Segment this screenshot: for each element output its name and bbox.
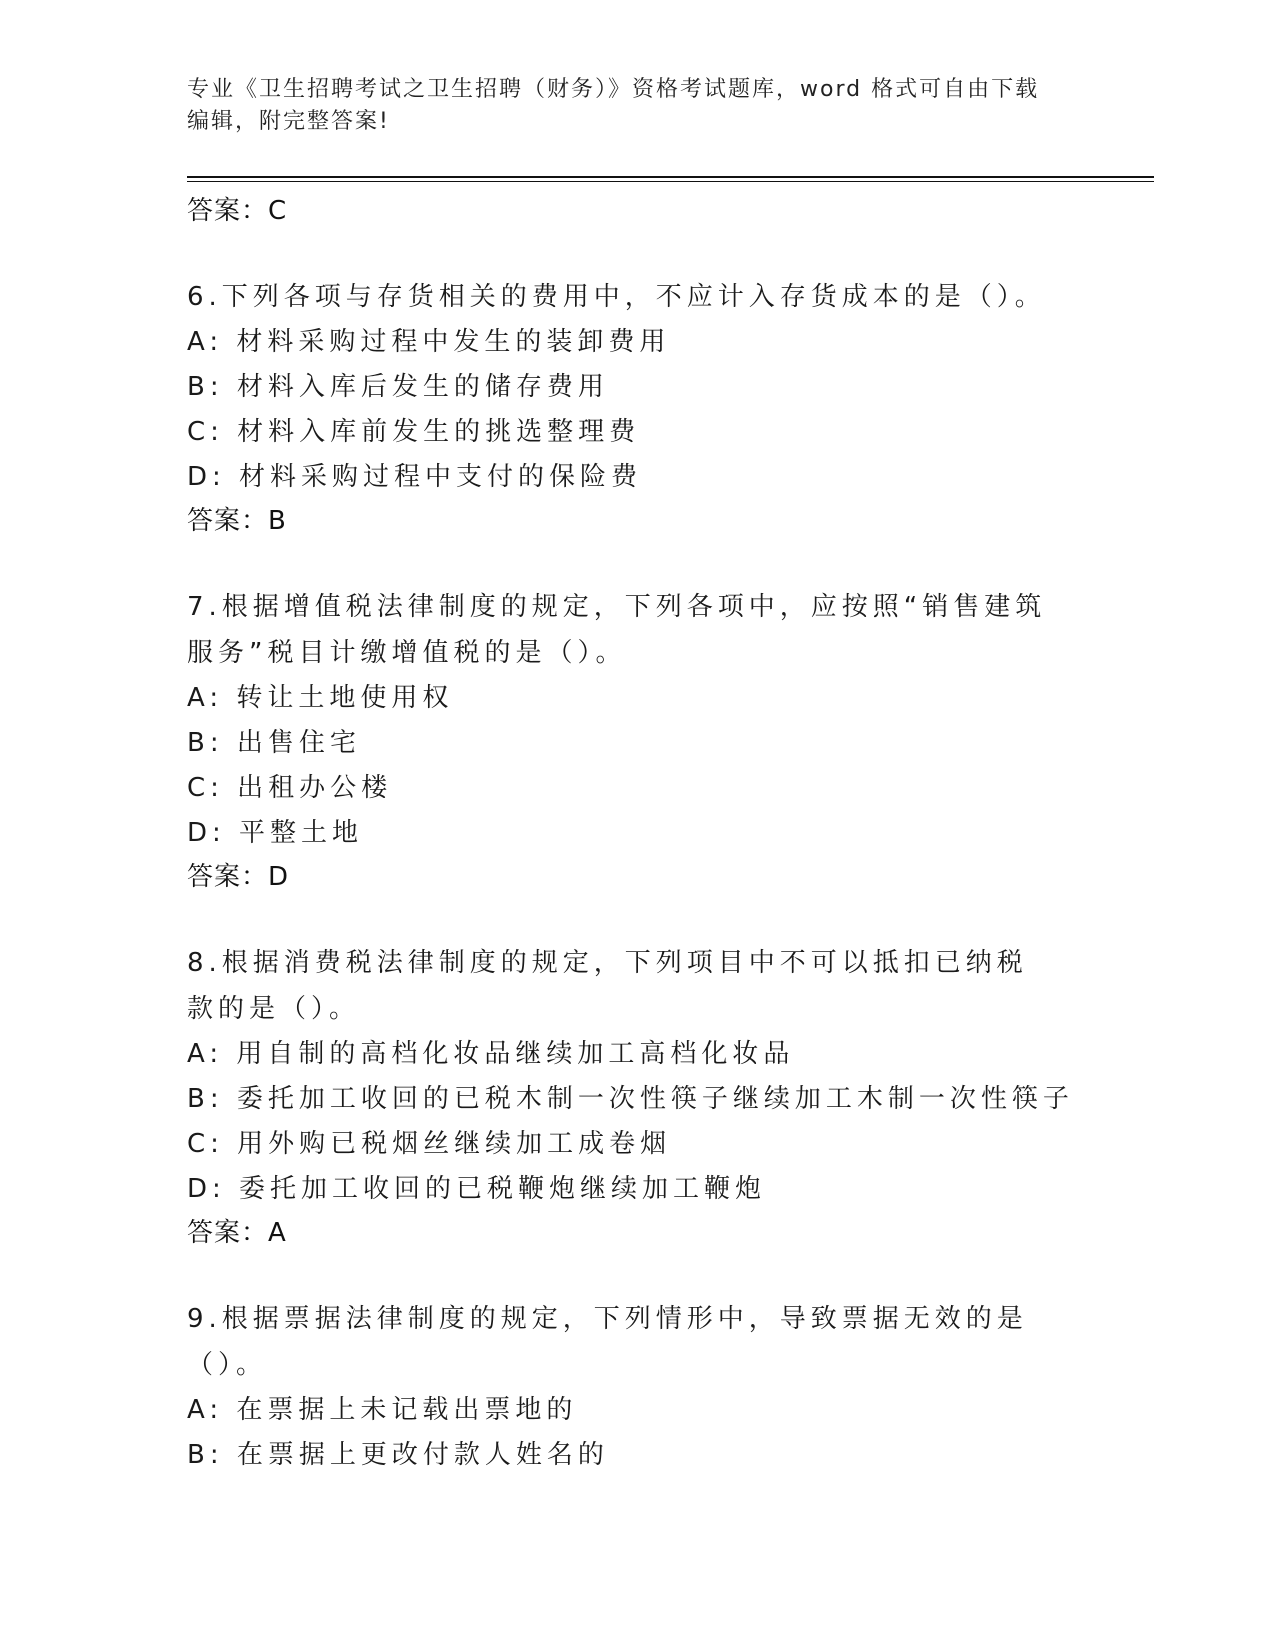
question-stem: 6.下列各项与存货相关的费用中，不应计入存货成本的是（）。 (187, 282, 1046, 312)
option-a: A: 用自制的高档化妆品继续加工高档化妆品 (187, 1039, 795, 1069)
question-stem: 7.根据增值税法律制度的规定，下列各项中，应按照“销售建筑服务”税目计缴增值税的是（）。 (187, 592, 1047, 668)
option-b: B: 材料入库后发生的储存费用 (187, 372, 609, 402)
question-7 (187, 584, 1087, 904)
question-8 (187, 940, 1087, 1260)
question-list (187, 190, 1087, 1478)
option-d: D: 委托加工收回的已税鞭炮继续加工鞭炮 (187, 1174, 767, 1204)
option-a: A: 材料采购过程中发生的装卸费用 (187, 327, 671, 357)
document-header (187, 74, 1067, 138)
option-b: B: 在票据上更改付款人姓名的 (187, 1440, 609, 1470)
answer-label: 答案：D (187, 862, 290, 892)
option-c: C: 用外购已税烟丝继续加工成卷烟 (187, 1129, 672, 1159)
header-line-2: 编辑，附完整答案! (187, 109, 390, 134)
header-divider (187, 176, 1154, 178)
option-b: B: 委托加工收回的已税木制一次性筷子继续加工木制一次性筷子 (187, 1084, 1074, 1114)
question-6 (187, 274, 1087, 548)
question-stem: 9.根据票据法律制度的规定，下列情形中，导致票据无效的是（）。 (187, 1304, 1028, 1380)
answer-label: 答案：A (187, 1218, 287, 1248)
option-c: C: 出租办公楼 (187, 773, 393, 803)
header-line-1: 专业《卫生招聘考试之卫生招聘（财务）》资格考试题库，word 格式可自由下载 (187, 77, 1040, 102)
question-stem: 8.根据消费税法律制度的规定，下列项目中不可以抵扣已纳税款的是（）。 (187, 948, 1028, 1024)
option-a: A: 在票据上未记载出票地的 (187, 1395, 578, 1425)
header-divider-thin (187, 181, 1154, 182)
option-d: D: 材料采购过程中支付的保险费 (187, 462, 643, 492)
question-9 (187, 1296, 1087, 1478)
option-c: C: 材料入库前发生的挑选整理费 (187, 417, 641, 447)
answer-label: 答案：C (187, 196, 288, 226)
answer-label: 答案：B (187, 506, 287, 536)
option-a: A: 转让土地使用权 (187, 683, 454, 713)
option-d: D: 平整土地 (187, 818, 364, 848)
option-b: B: 出售住宅 (187, 728, 361, 758)
